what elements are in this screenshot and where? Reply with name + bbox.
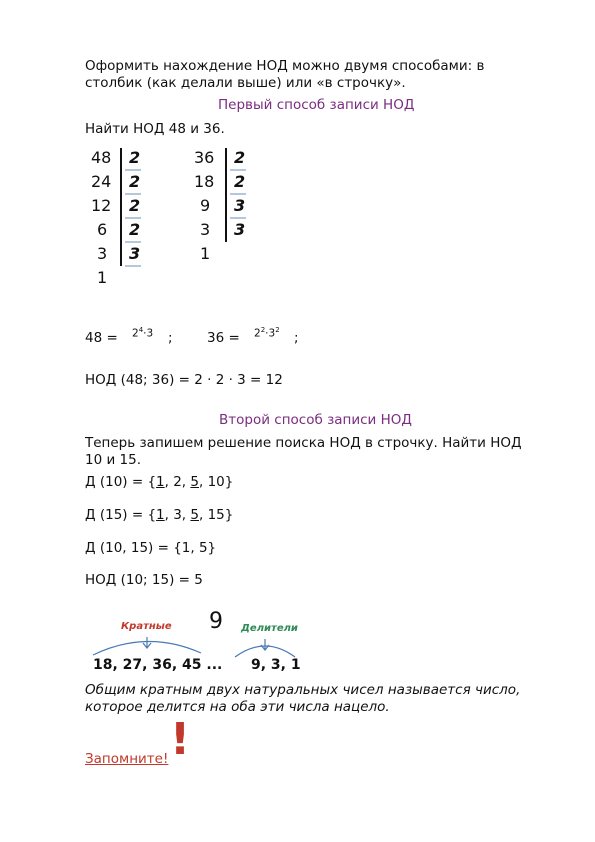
exclamation-icon: !	[170, 714, 191, 765]
col-a-lines	[85, 148, 155, 288]
col-a-left-2: 12	[91, 196, 112, 215]
factor-48-expr	[132, 326, 153, 340]
multiples-label: Кратные	[121, 621, 172, 632]
factor-36-mid: ·3	[265, 327, 276, 340]
definition-line-1: Общим кратным двух натуральных чисел называется число,	[85, 682, 521, 698]
factor-48-rest: ·3	[143, 327, 154, 340]
col-a-left-4: 3	[97, 244, 108, 263]
col-a-right-2: 2	[129, 196, 141, 215]
col-a-right-1: 2	[129, 172, 141, 191]
diagram-arrows	[85, 605, 325, 665]
factor-36-exp1: 2	[260, 326, 266, 334]
divisors-label: Делители	[241, 623, 298, 634]
col-b-right-1: 2	[234, 172, 246, 191]
col-a-right-4: 3	[129, 244, 141, 263]
col-a-left-3: 6	[97, 220, 108, 239]
method1-heading: Первый способ записи НОД	[218, 97, 415, 113]
factor-48-label: 48 =	[85, 330, 118, 346]
remember-link[interactable]: Запомните!	[85, 751, 169, 767]
factor-48-base: 2	[132, 327, 139, 340]
factor-column-48	[85, 148, 155, 288]
factor-48-semicolon: ;	[168, 330, 173, 346]
col-b-left-0: 36	[194, 148, 215, 167]
intro-line-2: столбик (как делали выше) или «в строчку».	[85, 75, 406, 91]
col-a-right-0: 2	[129, 148, 141, 167]
factor-36-exp2: 2	[275, 326, 280, 334]
method2-result: НОД (10; 15) = 5	[85, 572, 203, 588]
divisors-10: Д (10) = {1, 2, 5, 10}	[85, 474, 234, 490]
method2-task-line-1: Теперь запишем решение поиска НОД в строчку. Найти НОД	[85, 435, 522, 451]
divisors-list: 9, 3, 1	[251, 657, 301, 673]
factor-36-base: 2	[254, 327, 261, 340]
diagram-number: 9	[209, 609, 223, 634]
multiples-divisors-diagram	[85, 605, 325, 685]
definition-line-2: которое делится на оба эти числа нацело.	[85, 699, 390, 715]
col-a-left-5: 1	[97, 268, 108, 287]
factor-36-expr	[254, 326, 280, 340]
method1-task: Найти НОД 48 и 36.	[85, 121, 225, 137]
factor-column-36	[194, 148, 264, 268]
col-a-left-1: 24	[91, 172, 112, 191]
col-b-left-2: 9	[200, 196, 211, 215]
col-b-left-3: 3	[200, 220, 211, 239]
method2-task-line-2: 10 и 15.	[85, 452, 142, 468]
method2-heading: Второй способ записи НОД	[219, 412, 412, 428]
col-b-right-3: 3	[234, 220, 246, 239]
factor-48-exp: 4	[138, 326, 144, 334]
method1-result: НОД (48; 36) = 2 · 2 · 3 = 12	[85, 372, 283, 388]
divisors-common: Д (10, 15) = {1, 5}	[85, 540, 217, 556]
col-a-left-0: 48	[91, 148, 112, 167]
intro-line-1: Оформить нахождение НОД можно двумя способами: в	[85, 58, 485, 74]
col-b-left-1: 18	[194, 172, 215, 191]
divisors-15: Д (15) = {1, 3, 5, 15}	[85, 507, 234, 523]
multiples-list: 18, 27, 36, 45 ...	[93, 657, 223, 673]
factor-36-semicolon: ;	[294, 330, 299, 346]
factor-36-label: 36 =	[207, 330, 240, 346]
col-b-left-4: 1	[200, 244, 211, 263]
col-b-right-2: 3	[234, 196, 246, 215]
col-b-lines	[194, 148, 264, 268]
col-b-right-0: 2	[234, 148, 246, 167]
col-a-right-3: 2	[129, 220, 141, 239]
